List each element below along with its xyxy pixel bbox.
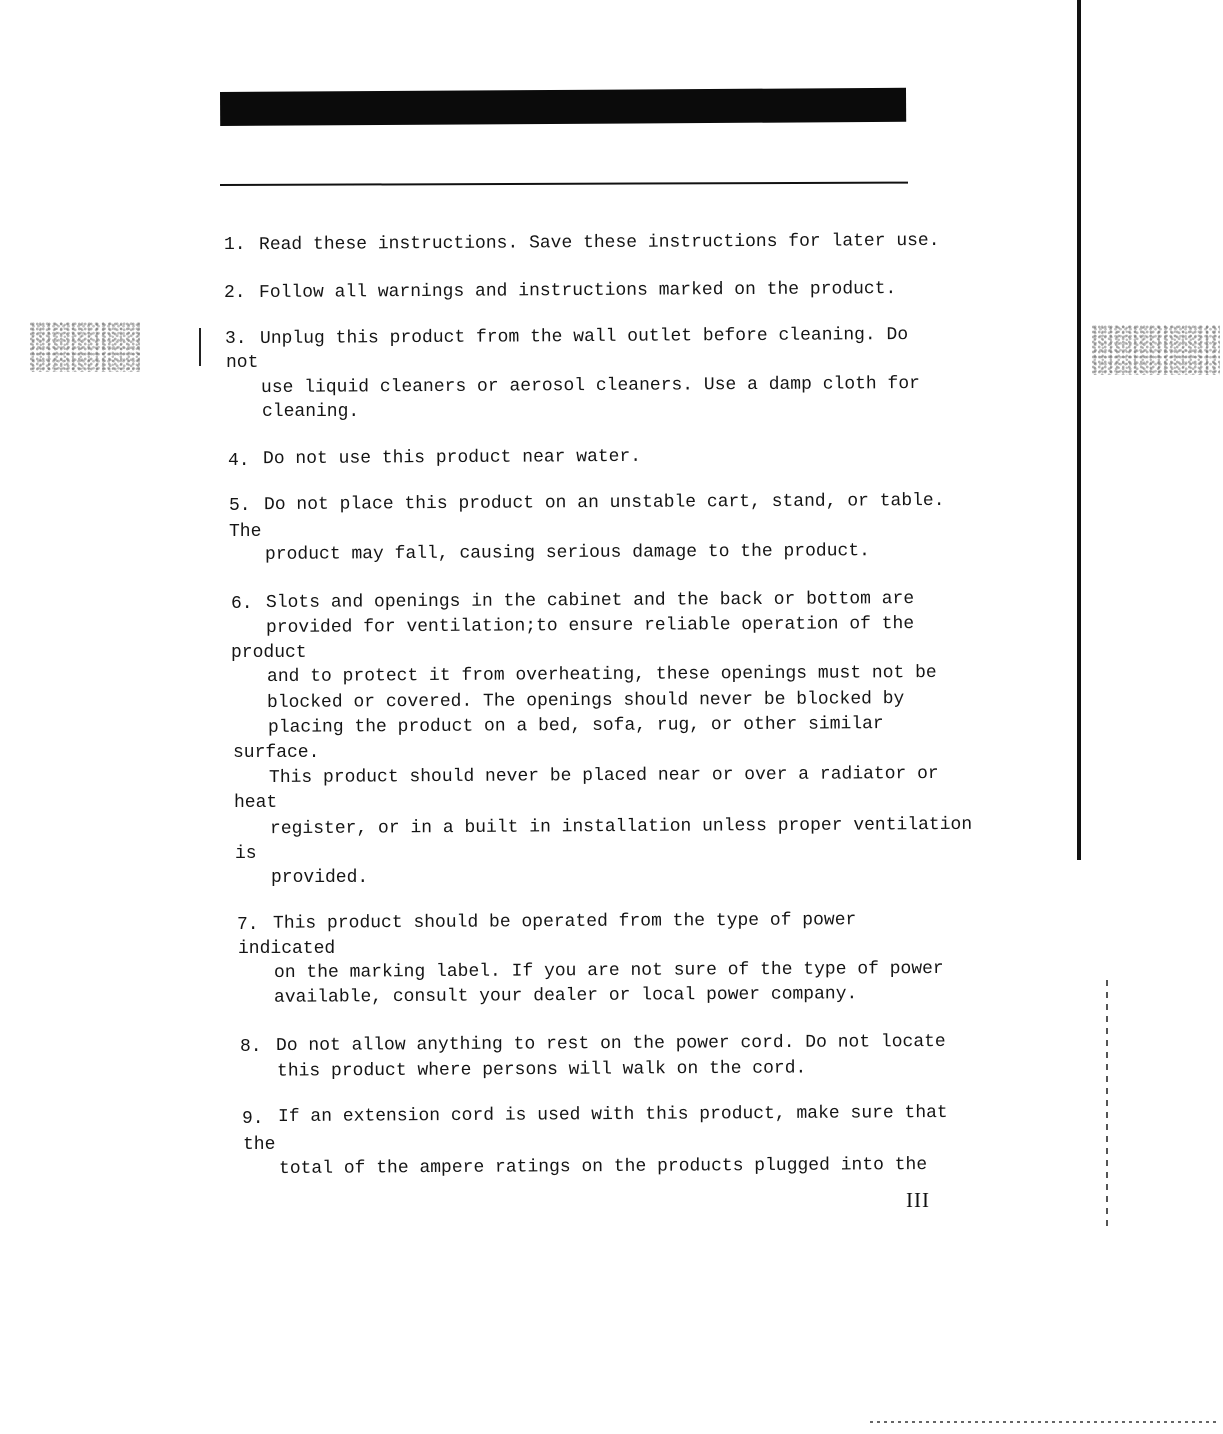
binding-edge [1077, 0, 1081, 860]
item-number: 8. [240, 1037, 262, 1057]
item-text-line: is [235, 844, 257, 864]
item-number: 5. [229, 496, 251, 516]
scan-noise-left [30, 322, 140, 372]
item-text-line: This product should be operated from the type of power [272, 910, 857, 934]
item-text-line: this product where persons will walk on the cord. [276, 1058, 807, 1082]
item-text-line: cleaning. [262, 402, 360, 422]
item-number: 9. [242, 1109, 264, 1129]
item-text-line: Do not place this product on an unstable cart, stand, or table. [263, 490, 945, 516]
item-text-line: product [231, 643, 307, 663]
item-text-line: not [226, 353, 259, 373]
item-text-line: Follow all warnings and instructions marked on the product. [258, 279, 897, 303]
item-number: 2. [224, 283, 246, 303]
item-number: 3. [225, 329, 247, 349]
item-text-line: This product should never be placed near or over a radiator or [268, 763, 939, 789]
item-text-line: on the marking label. If you are not sure of the type of power [273, 958, 944, 984]
item-text-line: Unplug this product from the wall outlet before cleaning. Do [259, 325, 909, 349]
item-text-line: register, or in a built in installation unless proper ventilation [269, 814, 973, 840]
item-text-line: heat [234, 793, 278, 813]
item-number: 4. [228, 451, 250, 471]
item-text-line: available, consult your dealer or local power company. [273, 984, 858, 1008]
item-text-line: use liquid cleaners or aerosol cleaners. Use a damp cloth for [260, 373, 920, 399]
item-text-line: blocked or covered. The openings should never be blocked by [266, 689, 905, 713]
item-text-line: Do not use this product near water. [262, 446, 642, 470]
binding-edge-dashed [1106, 980, 1108, 1230]
item-number: 1. [224, 235, 246, 255]
scan-noise-right [1092, 325, 1220, 375]
item-text-line: indicated [238, 939, 336, 959]
item-number: 6. [231, 594, 253, 614]
header-rule [220, 182, 908, 186]
header-bar [220, 88, 906, 126]
item-text-line: placing the product on a bed, sofa, rug, or other similar [267, 714, 884, 738]
item-text-line: If an extension cord is used with this product, make sure that [277, 1102, 948, 1128]
item-text-line: Do not allow anything to rest on the power cord. Do not locate [275, 1031, 946, 1057]
item-text-line: and to protect it from overheating, these openings must not be [266, 662, 937, 688]
item-text-line: The [229, 522, 262, 542]
page-number: III [906, 1188, 930, 1212]
item-number: 7. [237, 915, 259, 935]
item-text-line: the [243, 1135, 276, 1155]
item-text-line: Read these instructions. Save these instructions for later use. [258, 230, 940, 256]
item-text-line: product may fall, causing serious damage to the product. [264, 541, 870, 565]
item-text-line: total of the ampere ratings on the products plugged into the [278, 1155, 928, 1179]
scan-edge-dots [870, 1421, 1220, 1423]
item-text-line: provided. [271, 868, 369, 888]
item-text-line: provided for ventilation;to ensure reliable operation of the [265, 614, 915, 638]
item-text-line: surface. [233, 743, 320, 763]
margin-mark [199, 328, 201, 366]
item-text-line: Slots and openings in the cabinet and the back or bottom are [265, 589, 915, 613]
